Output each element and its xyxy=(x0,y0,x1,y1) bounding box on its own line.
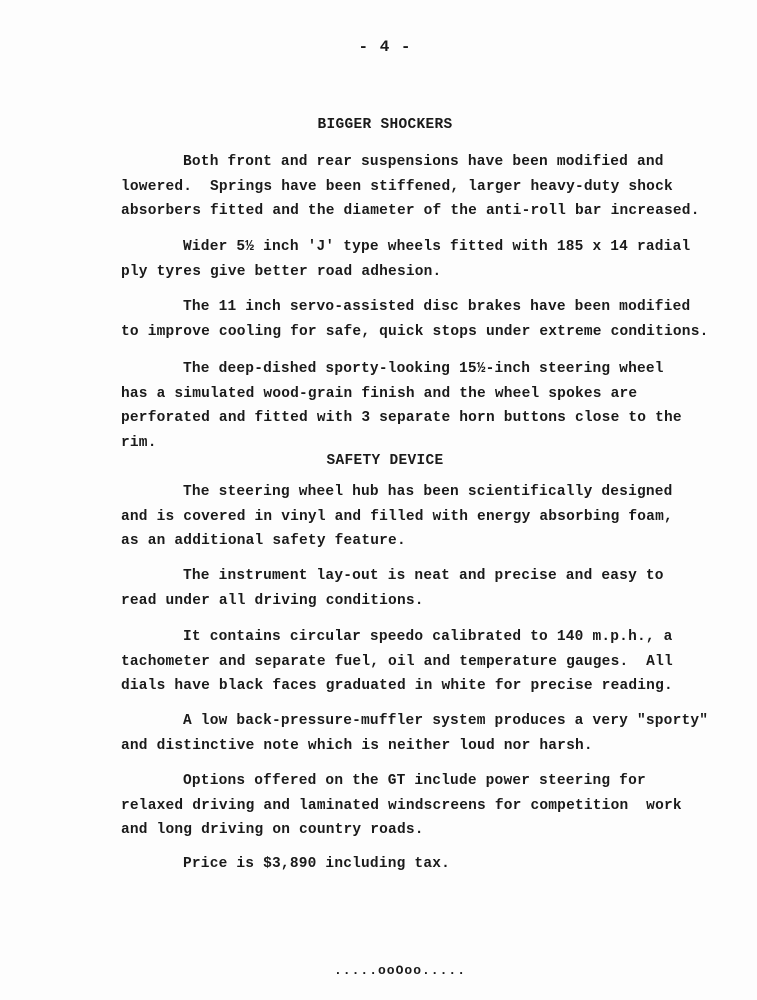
paragraph-line: The deep-dished sporty-looking 15½-inch steering wheel xyxy=(183,361,664,377)
paragraph-line: relaxed driving and laminated windscreens for competition work xyxy=(121,797,682,814)
paragraph-gauges xyxy=(121,625,731,699)
paragraph-line: tachometer and separate fuel, oil and temperature gauges. All xyxy=(121,653,673,670)
page-number: - 4 - xyxy=(358,38,412,56)
paragraph-line: and distinctive note which is neither loud nor harsh. xyxy=(121,737,593,754)
paragraph-line: rim. xyxy=(121,434,157,451)
paragraph-line: The 11 inch servo-assisted disc brakes have been modified xyxy=(183,299,691,315)
paragraph-line: to improve cooling for safe, quick stops under extreme conditions. xyxy=(121,323,709,340)
paragraph-line: and is covered in vinyl and filled with energy absorbing foam, xyxy=(121,508,673,525)
paragraph-line: The instrument lay-out is neat and precise and easy to xyxy=(183,568,664,584)
paragraph-line: It contains circular speedo calibrated to 140 m.p.h., a xyxy=(183,629,673,645)
paragraph-line: Both front and rear suspensions have been modified and xyxy=(183,154,664,170)
paragraph-line: ply tyres give better road adhesion. xyxy=(121,263,442,280)
paragraph-line: lowered. Springs have been stiffened, larger heavy-duty shock xyxy=(121,178,673,195)
paragraph-line: Options offered on the GT include power steering for xyxy=(183,773,646,789)
paragraph-instrument xyxy=(121,564,731,613)
paragraph-line: Price is $3,890 including tax. xyxy=(183,856,451,872)
paragraph-wheels xyxy=(121,235,731,284)
paragraph-options xyxy=(121,769,731,843)
paragraph-hub xyxy=(121,480,731,554)
paragraph-line: A low back-pressure-muffler system produces a very "sporty" xyxy=(183,713,709,729)
paragraph-suspension xyxy=(121,150,731,224)
paragraph-line: and long driving on country roads. xyxy=(121,822,424,838)
paragraph-line: dials have black faces graduated in white for precise reading. xyxy=(121,678,673,694)
end-mark: .....ooOoo..... xyxy=(333,963,467,978)
heading-safety-device: SAFETY DEVICE xyxy=(326,453,444,469)
paragraph-line: has a simulated wood-grain finish and the wheel spokes are xyxy=(121,385,638,402)
paragraph-line: perforated and fitted with 3 separate horn buttons close to the xyxy=(121,410,682,426)
paragraph-price xyxy=(121,852,731,877)
heading-bigger-shockers: BIGGER SHOCKERS xyxy=(317,117,453,133)
paragraph-line: absorbers fitted and the diameter of the anti-roll bar increased. xyxy=(121,203,700,219)
paragraph-brakes xyxy=(121,295,731,344)
paragraph-line: read under all driving conditions. xyxy=(121,592,424,609)
paragraph-steering-wheel xyxy=(121,357,731,455)
paragraph-line: The steering wheel hub has been scientifically designed xyxy=(183,484,673,500)
paragraph-line: Wider 5½ inch 'J' type wheels fitted with 185 x 14 radial xyxy=(183,239,691,255)
paragraph-line: as an additional safety feature. xyxy=(121,533,406,549)
paragraph-muffler xyxy=(121,709,731,758)
